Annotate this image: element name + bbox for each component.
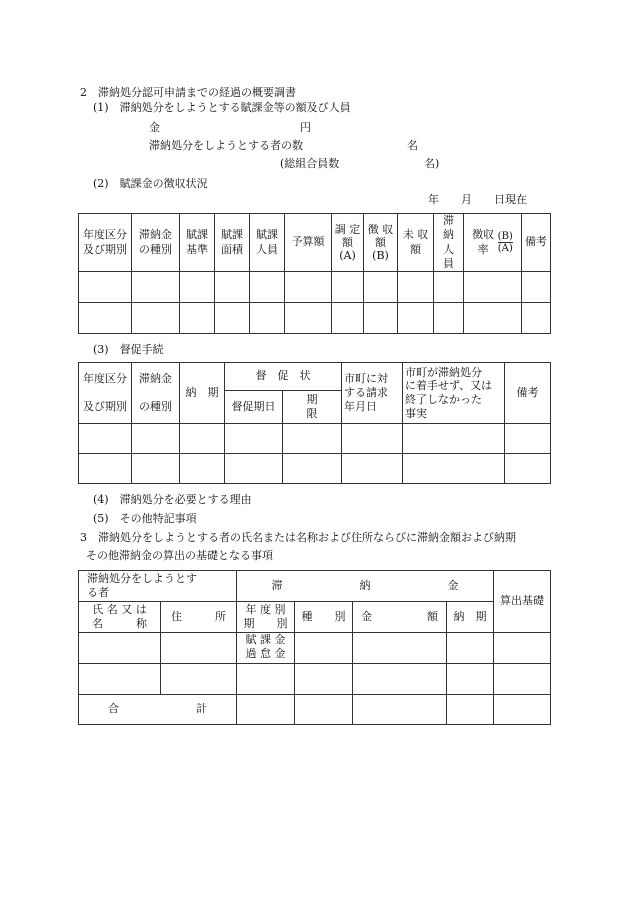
- table-total-row: [79, 695, 551, 725]
- table-row: [79, 424, 551, 454]
- demand-procedure-table: [78, 362, 551, 484]
- header-person: 滞納処分をしようとす る者: [79, 571, 237, 602]
- header-assessed-amount: 調 定 額 (A): [332, 214, 364, 272]
- table-row: [79, 303, 551, 334]
- header-request-date: 市町に対 する請求 年月日: [342, 363, 403, 424]
- table-header-row: [79, 363, 551, 391]
- rate-fraction: $\frac{(B)}{(A)}$: [497, 231, 513, 255]
- header-year-period: 年度区分 及び期別: [79, 214, 132, 272]
- header-name: 氏 名 又 は 名 称: [79, 602, 161, 633]
- header-collected-amount: 徴 収 額 (B): [364, 214, 398, 272]
- amount-label: 金: [149, 121, 160, 134]
- header-kind: 種 別: [295, 602, 353, 633]
- section-3-title-line2: その他滞納金の算出の基礎となる事項: [86, 549, 273, 562]
- table-header-row: [79, 571, 551, 602]
- header-address: 住 所: [161, 602, 237, 633]
- table-row: [79, 454, 551, 484]
- header-year-period: 年 度 別 期 別: [237, 602, 295, 633]
- header-remarks: 備考: [522, 214, 551, 272]
- table-row: [79, 272, 551, 303]
- table-row: [79, 633, 551, 664]
- persons-label: 滞納処分をしようとする者の数: [149, 139, 303, 152]
- header-due-date: 納 期: [180, 363, 225, 424]
- subsection-5-title: (5) その他特記事項: [93, 512, 197, 525]
- header-demand-date: 督促期日: [225, 391, 283, 424]
- levy-penalty-cell: 賦 課 金 過 怠 金: [237, 633, 295, 664]
- header-levy-persons: 賦課 人員: [250, 214, 285, 272]
- yen-label: 円: [300, 121, 311, 134]
- total-label: 合 計: [79, 695, 237, 725]
- section-3-title: 3 滞納処分をしようとする者の氏名または名称および住所ならびに滞納金額および納期: [80, 531, 516, 544]
- as-of-date: 年 月 日現在: [428, 193, 527, 206]
- header-calculation-basis: 算出基礎: [494, 571, 551, 633]
- header-levy-area: 賦課 面積: [215, 214, 250, 272]
- collection-status-table: [78, 213, 551, 334]
- header-arrears-type: 滞納金 の種別: [132, 363, 180, 424]
- total-members-unit: 名): [424, 157, 440, 170]
- header-amount: 金 額: [353, 602, 447, 633]
- table-header-row: [79, 214, 551, 272]
- section-2-title: 2 滞納処分認可申請までの経過の概要調書: [80, 86, 296, 99]
- header-budget: 予算額: [285, 214, 332, 272]
- persons-unit: 名: [407, 139, 418, 152]
- subsection-4-title: (4) 滞納処分を必要とする理由: [93, 493, 252, 506]
- header-levy-basis: 賦課 基準: [180, 214, 215, 272]
- header-arrears-type: 滞納金 の種別: [132, 214, 180, 272]
- header-delinquent-persons: 滞 納 人 員: [434, 214, 464, 272]
- subsection-2-title: (2) 賦課金の徴収状況: [93, 177, 208, 190]
- header-year-period: 年度区分 及び期別: [79, 363, 132, 424]
- header-collection-rate: 徴収 率 $\frac{(B)}{(A)}$: [464, 214, 522, 272]
- table-subheader-row: [79, 602, 551, 633]
- header-municipality-facts: 市町が滞納処分 に着手せず、又は 終了しなかった 事実: [403, 363, 505, 424]
- subsection-1-title: (1) 滞納処分をしようとする賦課金等の額及び人員: [93, 101, 351, 114]
- table-row: [79, 664, 551, 695]
- header-demand-letter: 督 促 状: [225, 363, 342, 391]
- subsection-3-title: (3) 督促手続: [93, 343, 164, 356]
- total-members-label: (総組合員数: [280, 157, 340, 170]
- header-delinquent-amount: 滞 納 金: [237, 571, 494, 602]
- header-due: 納 期: [447, 602, 494, 633]
- header-remarks: 備考: [505, 363, 551, 424]
- delinquent-persons-table: [78, 570, 551, 725]
- header-uncollected-amount: 未 収 額: [398, 214, 434, 272]
- header-deadline: 期 限: [283, 391, 342, 424]
